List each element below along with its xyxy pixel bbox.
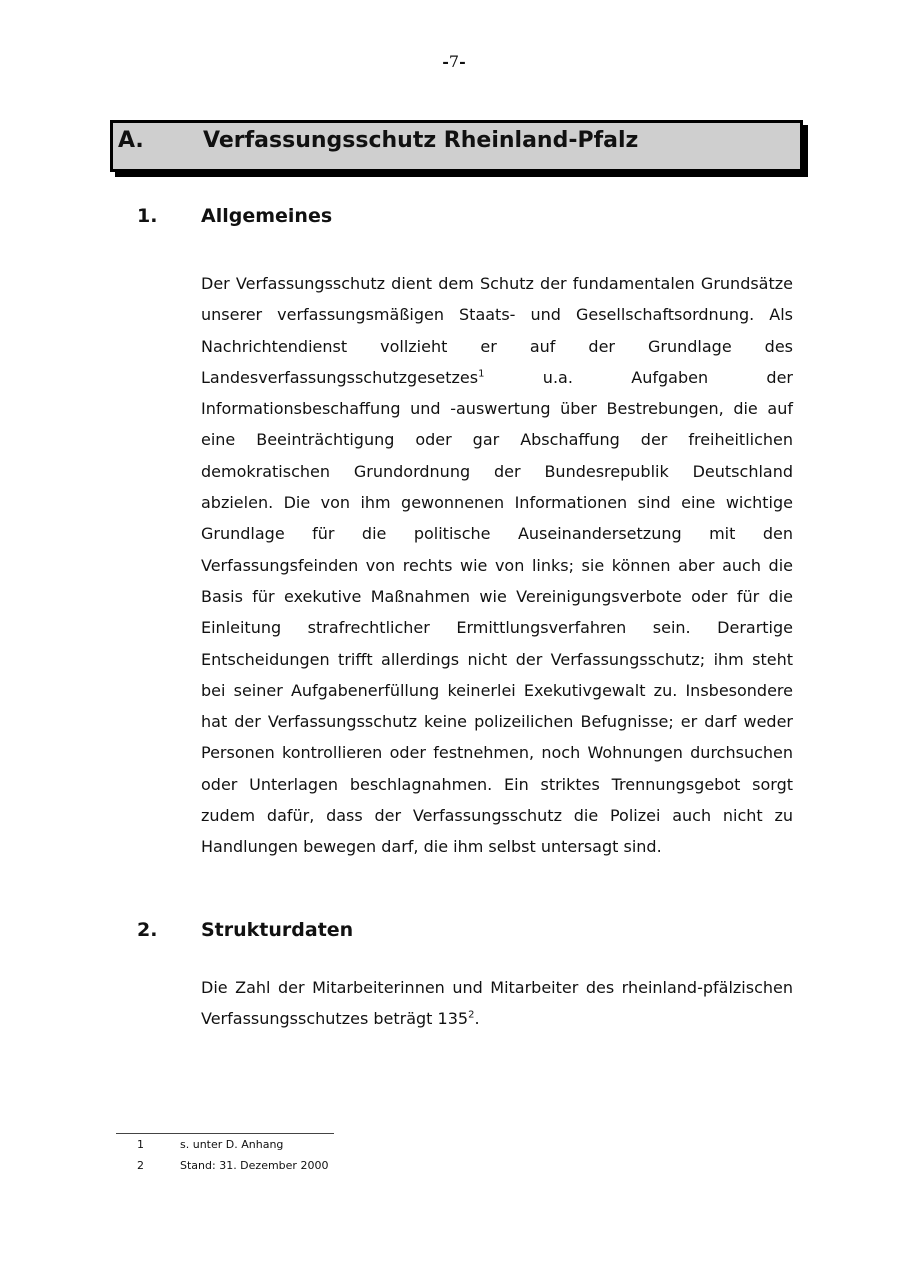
section-2-title: Strukturdaten [201,919,354,941]
section-2-paragraph [201,972,793,1035]
section-1-paragraph [201,268,793,863]
section-2-text-a: Die Zahl der Mitarbeiterinnen und Mitarbeiter des rheinland-pfälzischen Verfassungsschutzes beträgt 135 [201,978,793,1029]
footnote-marker-1[interactable]: 1 [478,368,485,380]
page-number [0,52,900,71]
chapter-heading-box [110,120,803,172]
section-1-text-a: Der Verfassungsschutz dient dem Schutz der fundamentalen Grundsätze unserer verfassungsmäßigen Staats- und Gesellschaftsordnung. Als Nachrichtendienst vollzieht er auf der Grundlage des Landesverfassungsschutzgesetzes [201,274,793,387]
footnote-2-text: Stand: 31. Dezember 2000 [180,1159,329,1172]
page-number-value: 7 [448,52,460,71]
chapter-letter: A. [118,128,144,153]
page-number-dash-left: - [442,52,449,71]
chapter-title: Verfassungsschutz Rheinland-Pfalz [203,128,639,153]
section-1-title: Allgemeines [201,205,333,227]
page-number-dash-right: - [459,52,466,71]
section-2-number: 2. [137,919,158,941]
section-1-text-b: u.a. Aufgaben der Informationsbeschaffung und -auswertung über Bestrebungen, die auf eine Beeinträchtigung oder gar Abschaffung der freiheitlichen demokratischen Grundordnung der Bundesrepublik Deutschland abzielen. Die von ihm gewonnenen Informationen sind eine wichtige Grundlage für die politische Auseinandersetzung mit den Verfassungsfeinden von rechts wie von links; sie können aber auch die Basis für exekutive Maßnahmen wie Vereinigungsverbote oder für die Einleitung strafrechtlicher Ermittlungsverfahren sein. Derartige Entscheidungen trifft allerdings nicht der Verfassungsschutz; ihm steht bei seiner Aufgabenerfüllung keinerlei Exekutivgewalt zu. Insbesondere hat der Verfassungsschutz keine polizeilichen Befugnisse; er darf weder Personen kontrollieren oder festnehmen, noch Wohnungen durchsuchen oder Unterlagen beschlagnahmen. Ein striktes Trennungsgebot sorgt zudem dafür, dass der Verfassungsschutz die Polizei auch nicht zu Handlungen bewegen darf, die ihm selbst untersagt sind. [201,367,793,857]
footnote-marker-2[interactable]: 2 [468,1009,475,1021]
footnote-1-text: s. unter D. Anhang [180,1138,284,1151]
footnote-divider [116,1133,334,1134]
footnote-2-number: 2 [137,1159,144,1172]
section-1-number: 1. [137,205,158,227]
section-2-text-b: . [474,1009,480,1029]
footnote-1-number: 1 [137,1138,144,1151]
